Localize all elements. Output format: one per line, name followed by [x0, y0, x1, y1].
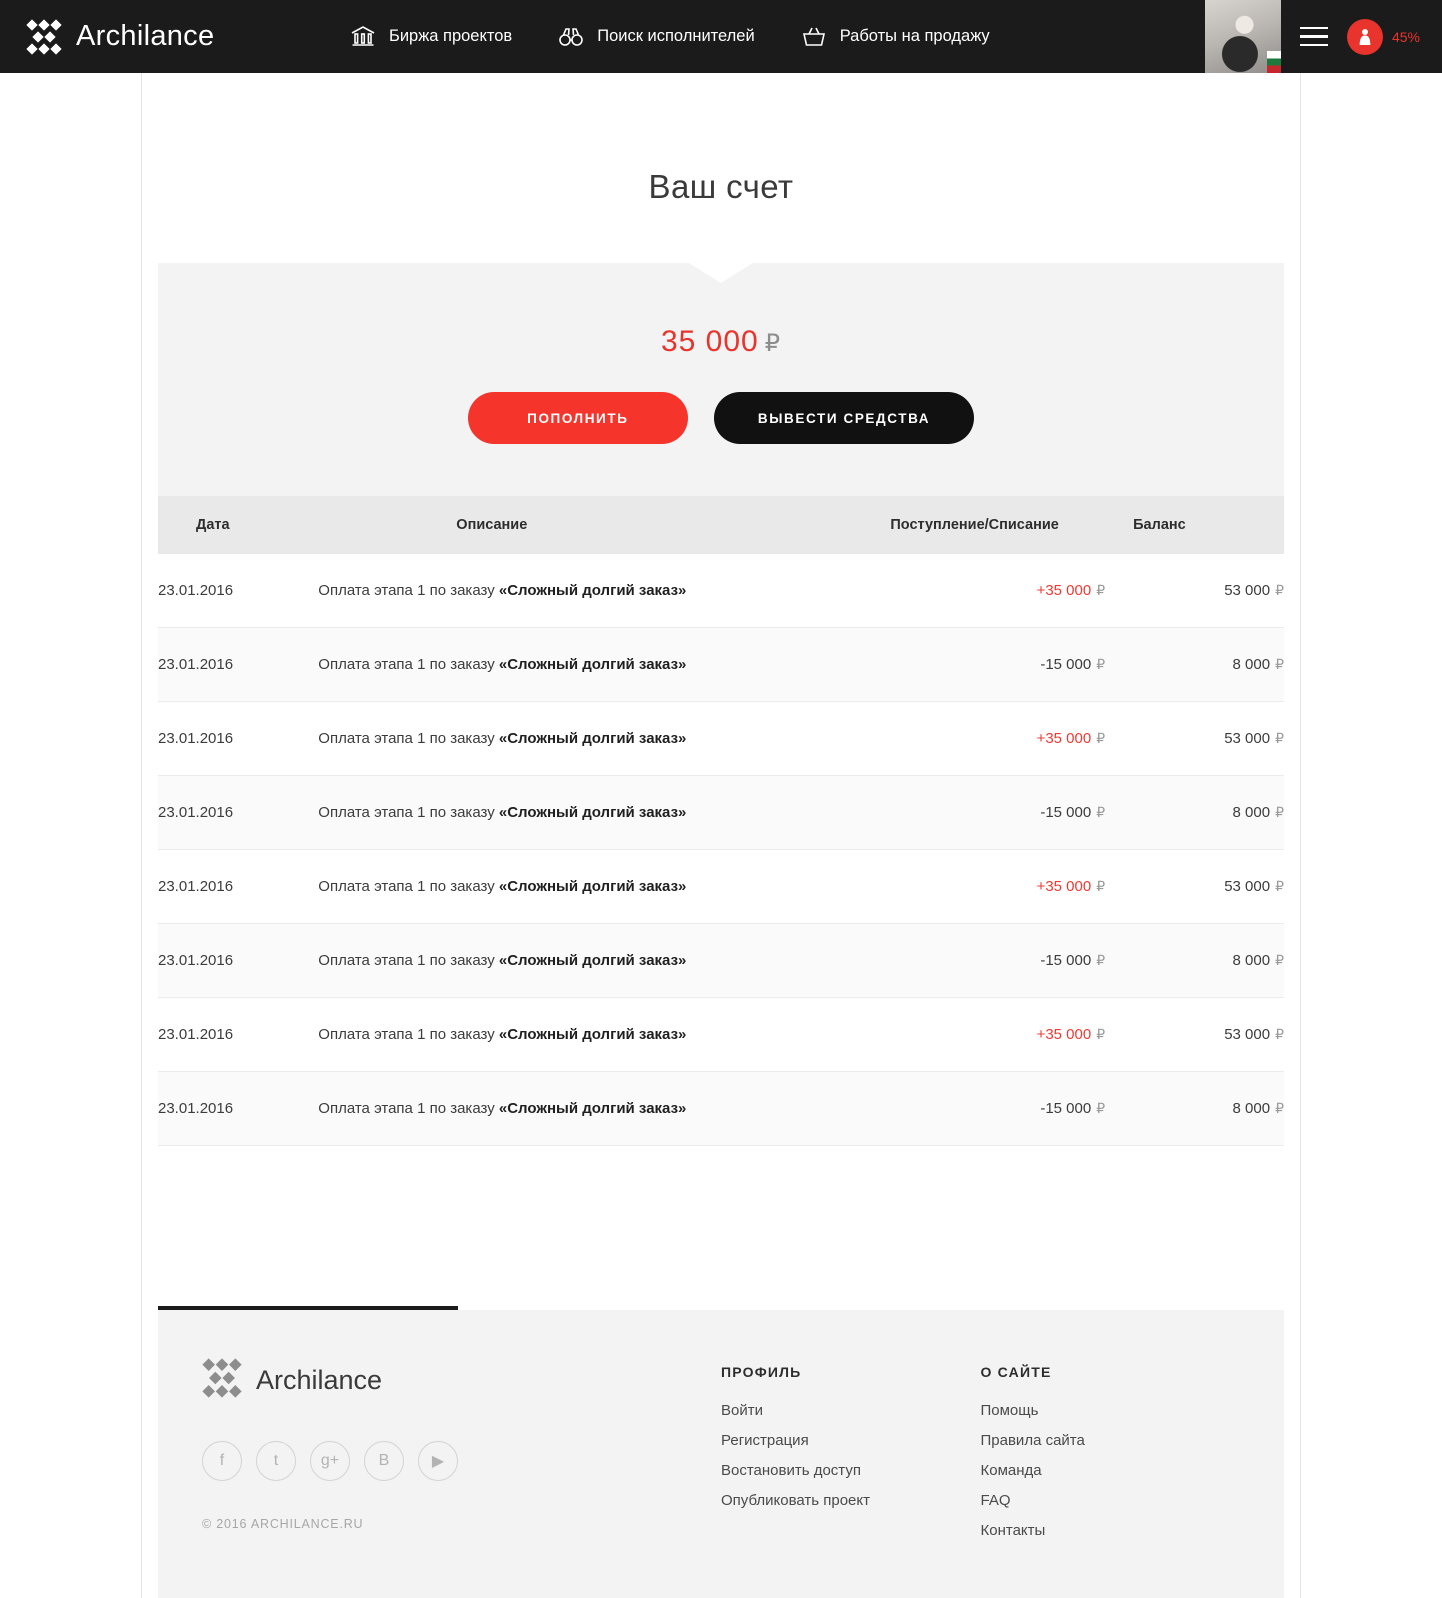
table-head — [158, 496, 1284, 554]
amount-value: +35 000 — [1036, 878, 1092, 895]
cell-amount — [878, 776, 1105, 850]
cell-description — [318, 850, 878, 924]
desc-order-name: «Сложный долгий заказ» — [498, 878, 687, 895]
balance-value: 53 000 — [1224, 878, 1271, 895]
desc-order-name: «Сложный долгий заказ» — [498, 656, 687, 673]
page-container — [141, 73, 1301, 1598]
balance-value: 8 000 — [1232, 656, 1271, 673]
nav-label-find-performers: Поиск исполнителей — [597, 27, 755, 45]
topup-button[interactable]: ПОПОЛНИТЬ — [468, 392, 688, 444]
amount-value: +35 000 — [1036, 730, 1092, 747]
balance-value: 8 000 — [1232, 952, 1271, 969]
desc-prefix: Оплата этапа 1 по заказу — [318, 804, 499, 821]
balance-value: 8 000 — [1232, 804, 1271, 821]
balance-value: 35 000 — [660, 325, 759, 358]
cell-amount — [878, 628, 1105, 702]
amount-value: -15 000 — [1040, 656, 1092, 673]
cell-balance — [1105, 554, 1284, 628]
desc-order-name: «Сложный долгий заказ» — [498, 1100, 687, 1117]
bank-icon — [350, 25, 376, 49]
balance-value: 53 000 — [1224, 730, 1271, 747]
desc-prefix: Оплата этапа 1 по заказу — [318, 730, 499, 747]
facebook-icon[interactable]: f — [202, 1441, 242, 1481]
cell-description — [318, 1072, 878, 1146]
footer-column-title-profile: ПРОФИЛЬ — [721, 1364, 802, 1380]
balance-currency: ₽ — [1275, 730, 1284, 746]
footer-link[interactable]: Войти — [721, 1402, 763, 1419]
balance-value: 53 000 — [1224, 1026, 1271, 1043]
balance-amount — [158, 325, 1284, 359]
desc-prefix: Оплата этапа 1 по заказу — [318, 952, 499, 969]
flag-icon — [1267, 51, 1281, 73]
table-row — [158, 628, 1284, 702]
account-card — [158, 263, 1284, 1146]
archilance-logo-icon-footer — [202, 1358, 242, 1403]
social-links — [202, 1441, 721, 1481]
twitter-icon[interactable]: t — [256, 1441, 296, 1481]
archilance-logo-icon — [26, 19, 62, 55]
cell-description — [318, 554, 878, 628]
table-row — [158, 554, 1284, 628]
cell-date: 23.01.2016 — [158, 998, 318, 1072]
desc-prefix: Оплата этапа 1 по заказу — [318, 656, 499, 673]
amount-currency: ₽ — [1096, 582, 1106, 598]
balance-currency: ₽ — [1275, 952, 1284, 968]
desc-order-name: «Сложный долгий заказ» — [498, 582, 687, 599]
header-right-controls — [1205, 0, 1442, 73]
table-body — [158, 554, 1284, 1146]
balance-actions — [158, 392, 1284, 444]
amount-currency: ₽ — [1096, 952, 1106, 968]
amount-currency: ₽ — [1096, 656, 1106, 672]
cell-date: 23.01.2016 — [158, 776, 318, 850]
amount-currency: ₽ — [1096, 878, 1106, 894]
footer-links-about — [981, 1402, 1241, 1539]
cell-description — [318, 924, 878, 998]
nav-label-works-for-sale: Работы на продажу — [839, 27, 990, 45]
cell-balance — [1105, 850, 1284, 924]
footer-link[interactable]: Востановить доступ — [721, 1462, 861, 1479]
footer-column-about — [981, 1358, 1241, 1552]
header-amount: Поступление/Списание — [878, 496, 1105, 554]
desc-order-name: «Сложный долгий заказ» — [498, 804, 687, 821]
cell-date: 23.01.2016 — [158, 554, 318, 628]
desc-prefix: Оплата этапа 1 по заказу — [318, 1100, 499, 1117]
footer-link[interactable]: Помощь — [980, 1402, 1039, 1419]
desc-order-name: «Сложный долгий заказ» — [498, 730, 687, 747]
table-row — [158, 702, 1284, 776]
cell-balance — [1105, 776, 1284, 850]
amount-value: -15 000 — [1040, 952, 1092, 969]
footer-link[interactable]: Контакты — [980, 1522, 1046, 1539]
footer-link[interactable]: Правила сайта — [980, 1432, 1085, 1449]
table-header-row — [158, 496, 1284, 554]
cell-balance — [1105, 998, 1284, 1072]
footer-brand-text: Archilance — [256, 1365, 383, 1395]
table-row — [158, 1072, 1284, 1146]
cell-description — [318, 628, 878, 702]
cell-amount — [878, 998, 1105, 1072]
amount-currency: ₽ — [1096, 730, 1106, 746]
desc-order-name: «Сложный долгий заказ» — [498, 1026, 687, 1043]
cell-balance — [1105, 1072, 1284, 1146]
nav-item-projects[interactable] — [350, 25, 512, 49]
cell-amount — [878, 850, 1105, 924]
main-nav — [350, 25, 990, 49]
cell-description — [318, 998, 878, 1072]
balance-currency: ₽ — [1275, 804, 1284, 820]
withdraw-button[interactable]: ВЫВЕСТИ СРЕДСТВА — [714, 392, 974, 444]
cell-balance — [1105, 702, 1284, 776]
amount-currency: ₽ — [1096, 1100, 1106, 1116]
footer-links-profile — [721, 1402, 981, 1509]
header-brand-text: Archilance — [76, 20, 215, 52]
cell-balance — [1105, 628, 1284, 702]
balance-currency: ₽ — [1275, 1026, 1284, 1042]
menu-button[interactable] — [1281, 0, 1347, 73]
desc-prefix: Оплата этапа 1 по заказу — [318, 582, 499, 599]
avatar[interactable] — [1205, 0, 1281, 73]
footer-link[interactable]: Команда — [980, 1462, 1042, 1479]
balance-value: 8 000 — [1232, 1100, 1271, 1117]
footer-logo[interactable] — [202, 1358, 721, 1403]
desc-order-name: «Сложный долгий заказ» — [498, 952, 687, 969]
header-balance: Баланс — [1105, 496, 1284, 554]
balance-currency: ₽ — [764, 330, 782, 357]
cell-date: 23.01.2016 — [158, 1072, 318, 1146]
cell-date: 23.01.2016 — [158, 628, 318, 702]
basket-icon — [801, 25, 827, 49]
top-header — [0, 0, 1442, 73]
footer-link[interactable]: Регистрация — [721, 1432, 809, 1449]
card-notch — [689, 263, 753, 283]
header-description: Описание — [318, 496, 878, 554]
page-title: Ваш счет — [648, 168, 794, 205]
footer-column-title-about: О САЙТЕ — [980, 1364, 1052, 1380]
desc-prefix: Оплата этапа 1 по заказу — [318, 1026, 499, 1043]
amount-value: -15 000 — [1040, 1100, 1092, 1117]
nav-item-find-performers[interactable] — [558, 25, 755, 49]
amount-value: +35 000 — [1036, 582, 1092, 599]
cell-date: 23.01.2016 — [158, 850, 318, 924]
cell-date: 23.01.2016 — [158, 924, 318, 998]
profile-progress[interactable] — [1347, 19, 1442, 55]
profile-avatar-icon — [1347, 19, 1383, 55]
cell-amount — [878, 1072, 1105, 1146]
cell-balance — [1105, 924, 1284, 998]
table-row — [158, 776, 1284, 850]
balance-currency: ₽ — [1275, 1100, 1284, 1116]
youtube-icon[interactable]: ▶ — [418, 1441, 458, 1481]
balance-currency: ₽ — [1275, 878, 1284, 894]
nav-item-works-for-sale[interactable] — [801, 25, 990, 49]
operations-table — [158, 496, 1284, 1146]
header-logo[interactable] — [0, 19, 300, 55]
cell-amount — [878, 554, 1105, 628]
balance-currency: ₽ — [1275, 656, 1284, 672]
table-row — [158, 850, 1284, 924]
cell-date: 23.01.2016 — [158, 702, 318, 776]
amount-value: +35 000 — [1036, 1026, 1092, 1043]
footer-link[interactable]: Опубликовать проект — [721, 1492, 870, 1509]
site-footer — [158, 1310, 1284, 1598]
amount-value: -15 000 — [1040, 804, 1092, 821]
vk-icon[interactable]: B — [364, 1441, 404, 1481]
google-plus-icon[interactable]: g+ — [310, 1441, 350, 1481]
profile-progress-label: 45% — [1391, 28, 1420, 45]
footer-link[interactable]: FAQ — [980, 1492, 1011, 1509]
balance-area — [158, 263, 1284, 496]
cell-amount — [878, 702, 1105, 776]
footer-left — [202, 1358, 721, 1552]
copyright: © 2016 ARCHILANCE.RU — [202, 1517, 364, 1531]
cell-amount — [878, 924, 1105, 998]
desc-prefix: Оплата этапа 1 по заказу — [318, 878, 499, 895]
balance-value: 53 000 — [1224, 582, 1271, 599]
binoculars-icon — [558, 25, 584, 49]
balance-currency: ₽ — [1275, 582, 1284, 598]
nav-label-projects: Биржа проектов — [389, 27, 513, 45]
table-row — [158, 924, 1284, 998]
cell-description — [318, 702, 878, 776]
cell-description — [318, 776, 878, 850]
amount-currency: ₽ — [1096, 804, 1106, 820]
header-date: Дата — [158, 496, 318, 554]
table-row — [158, 998, 1284, 1072]
footer-column-profile — [721, 1358, 981, 1552]
amount-currency: ₽ — [1096, 1026, 1106, 1042]
